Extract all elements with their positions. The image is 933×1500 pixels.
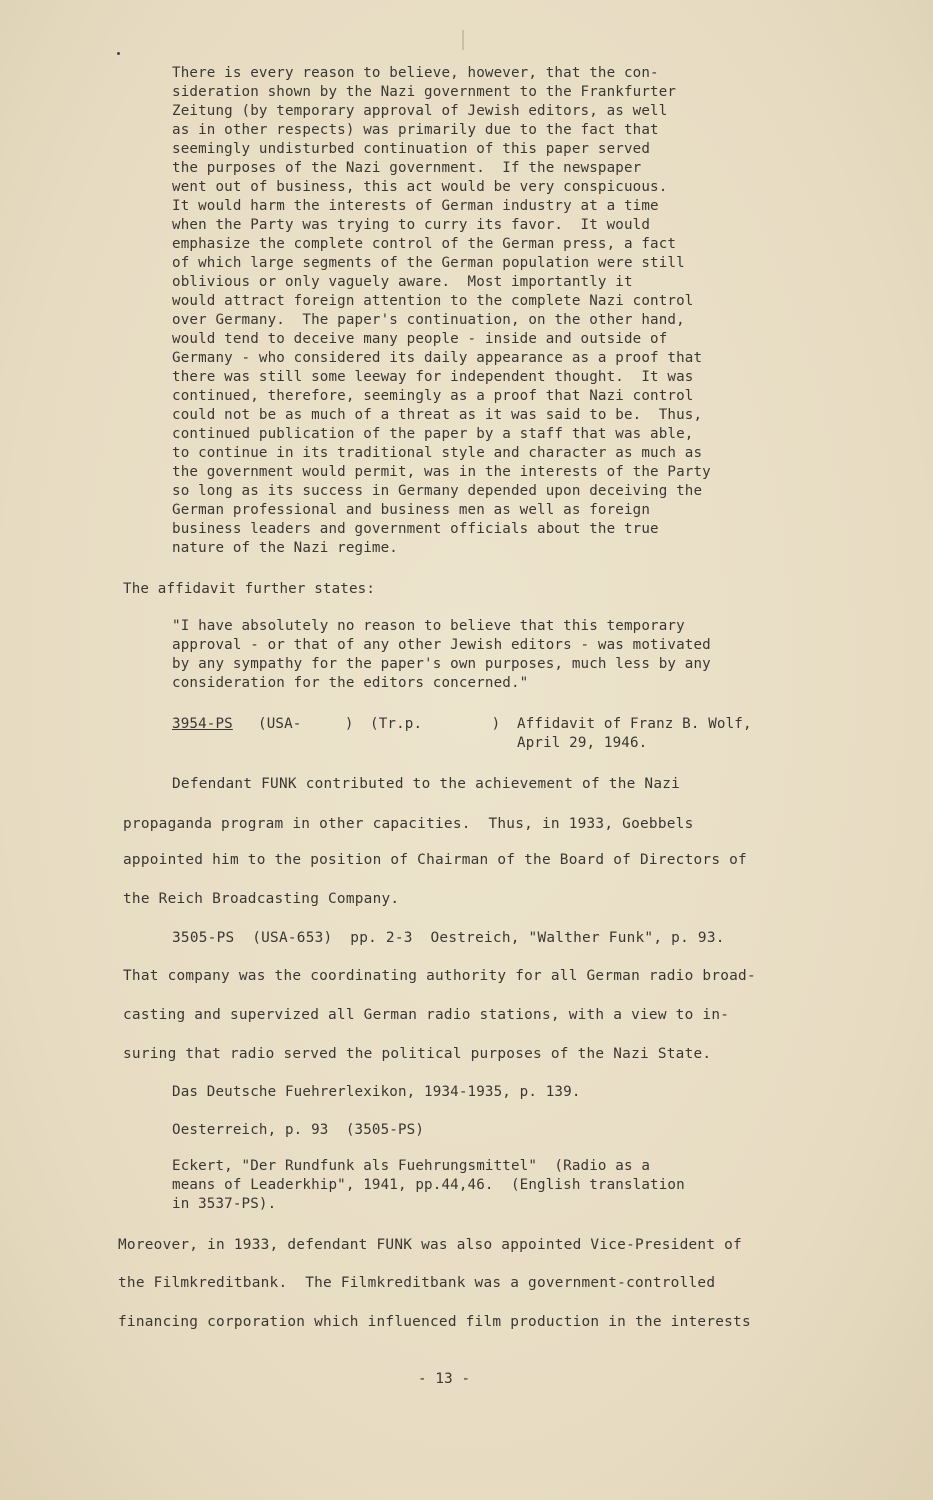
citation-doc-id: 3954-PS xyxy=(172,716,233,732)
quote-line: so long as its success in Germany depended upon deceiving the xyxy=(172,483,703,499)
quote-line: Zeitung (by temporary approval of Jewish editors, as well xyxy=(172,103,668,119)
body-line: Moreover, in 1933, defendant FUNK was also appointed Vice-President of xyxy=(118,1237,742,1253)
quote-line: there was still some leeway for independent thought. It was xyxy=(172,369,694,385)
quote-line: over Germany. The paper's continuation, on the other hand, xyxy=(172,312,685,328)
body-line: That company was the coordinating authority for all German radio broad- xyxy=(123,968,756,984)
quote-line: would tend to deceive many people - inside and outside of xyxy=(172,331,668,347)
quote-line: as in other respects) was primarily due to the fact that xyxy=(172,122,659,138)
quote-line: It would harm the interests of German industry at a time xyxy=(172,198,659,214)
citation-title: Affidavit of Franz B. Wolf, xyxy=(517,716,752,732)
citation-oestreich: 3505-PS (USA-653) pp. 2-3 Oestreich, "Walther Funk", p. 93. xyxy=(172,930,725,946)
quote-line: would attract foreign attention to the complete Nazi control xyxy=(172,293,694,309)
quote-line: emphasize the complete control of the German press, a fact xyxy=(172,236,677,252)
affidavit-quote-line: "I have absolutely no reason to believe that this temporary xyxy=(172,618,685,634)
citation-oesterreich: Oesterreich, p. 93 (3505-PS) xyxy=(172,1122,425,1138)
citation-fuehrerlexikon: Das Deutsche Fuehrerlexikon, 1934-1935, p. 139. xyxy=(172,1084,581,1100)
body-line: financing corporation which influenced film production in the interests xyxy=(118,1314,751,1330)
quote-line: business leaders and government officials about the true xyxy=(172,521,659,537)
affidavit-quote-line: consideration for the editors concerned." xyxy=(172,675,529,691)
quote-line: Germany - who considered its daily appearance as a proof that xyxy=(172,350,703,366)
citation-eckert-line: in 3537-PS). xyxy=(172,1196,277,1212)
body-line: appointed him to the position of Chairman of the Board of Directors of xyxy=(123,852,747,868)
quote-line: went out of business, this act would be very conspicuous. xyxy=(172,179,668,195)
quote-line: nature of the Nazi regime. xyxy=(172,540,398,556)
quote-line: the purposes of the Nazi government. If the newspaper xyxy=(172,160,642,176)
quote-line: There is every reason to believe, however, that the con- xyxy=(172,65,659,81)
citation-transcript: (Tr.p. ) xyxy=(370,716,501,732)
page-number: - 13 - xyxy=(418,1371,471,1387)
quote-line: seemingly undisturbed continuation of this paper served xyxy=(172,141,651,157)
quote-line: to continue in its traditional style and character as much as xyxy=(172,445,703,461)
quote-line: continued, therefore, seemingly as a proof that Nazi control xyxy=(172,388,694,404)
affidavit-quote-line: approval - or that of any other Jewish editors - was motivated xyxy=(172,637,711,653)
citation-date: April 29, 1946. xyxy=(517,735,648,751)
quote-line: oblivious or only vaguely aware. Most importantly it xyxy=(172,274,633,290)
citation-eckert-line: means of Leaderkhip", 1941, pp.44,46. (English translation xyxy=(172,1177,685,1193)
citation-exhibit: (USA- ) xyxy=(258,716,354,732)
body-line: propaganda program in other capacities. Thus, in 1933, Goebbels xyxy=(123,816,694,832)
body-line: suring that radio served the political purposes of the Nazi State. xyxy=(123,1046,712,1062)
affidavit-intro: The affidavit further states: xyxy=(123,581,376,597)
paper-mark xyxy=(462,30,464,50)
citation-eckert-line: Eckert, "Der Rundfunk als Fuehrungsmittel" (Radio as a xyxy=(172,1158,651,1174)
quote-line: the government would permit, was in the interests of the Party xyxy=(172,464,711,480)
quote-line: sideration shown by the Nazi government to the Frankfurter xyxy=(172,84,677,100)
quote-line: could not be as much of a threat as it was said to be. Thus, xyxy=(172,407,703,423)
quote-line: of which large segments of the German population were still xyxy=(172,255,685,271)
body-line: the Reich Broadcasting Company. xyxy=(123,891,400,907)
body-line: casting and supervized all German radio stations, with a view to in- xyxy=(123,1007,730,1023)
quote-line: continued publication of the paper by a staff that was able, xyxy=(172,426,694,442)
ink-dot xyxy=(117,52,120,55)
quote-line: German professional and business men as well as foreign xyxy=(172,502,651,518)
body-line: Defendant FUNK contributed to the achievement of the Nazi xyxy=(172,776,681,792)
body-line: the Filmkreditbank. The Filmkreditbank was a government-controlled xyxy=(118,1275,716,1291)
affidavit-quote-line: by any sympathy for the paper's own purposes, much less by any xyxy=(172,656,711,672)
quote-line: when the Party was trying to curry its favor. It would xyxy=(172,217,651,233)
